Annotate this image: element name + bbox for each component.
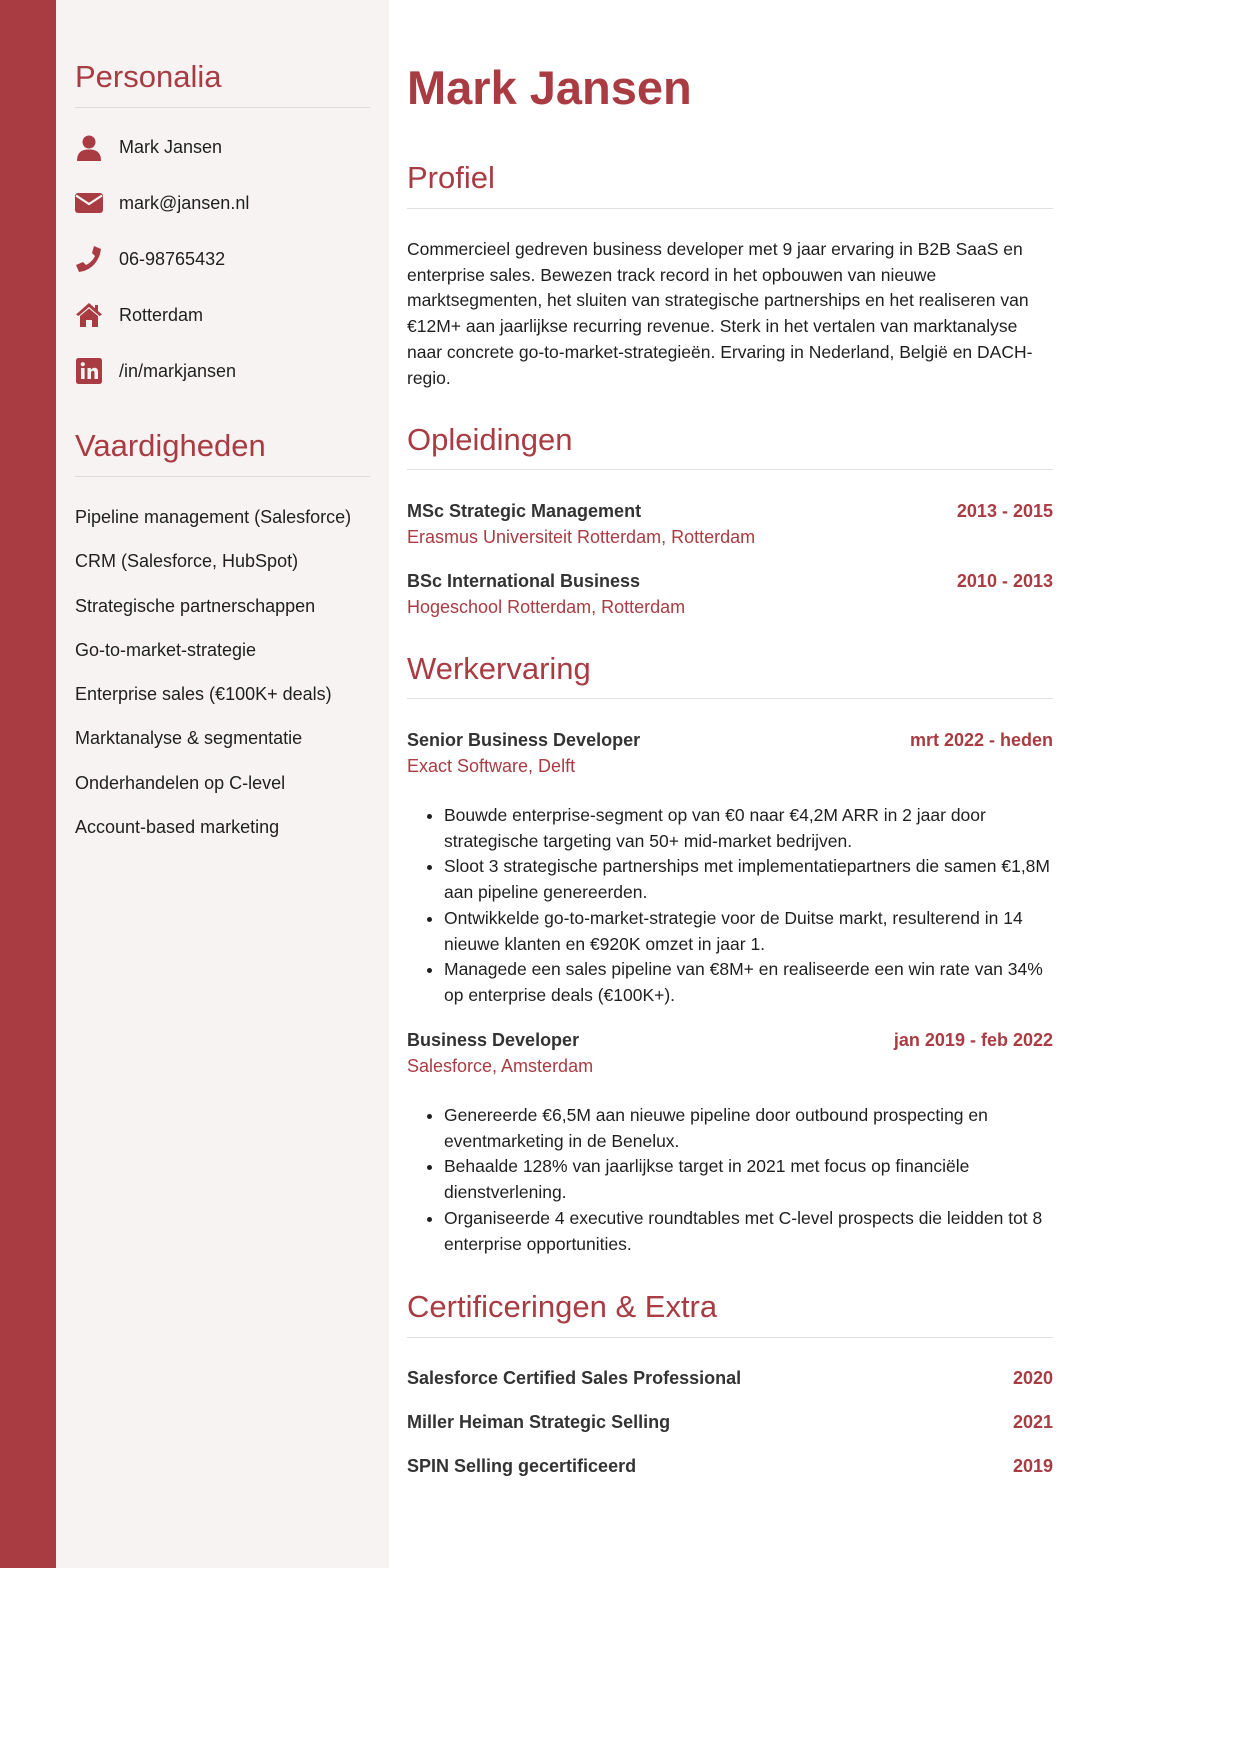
education-divider (407, 469, 1053, 470)
accent-bar (0, 0, 56, 1568)
certification-title: SPIN Selling gecertificeerd (407, 1456, 637, 1476)
job-bullet: • Genereerde €6,5M aan nieuwe pipeline door outbound prospecting en eventmarketing in de Benelux. (444, 1103, 1053, 1154)
job-company: Salesforce, Amsterdam (407, 1056, 594, 1076)
envelope-icon (75, 189, 103, 217)
contact-name (75, 129, 370, 165)
certification-title: Miller Heiman Strategic Selling (407, 1412, 671, 1432)
certification-year: 2020 (1012, 1368, 1053, 1388)
job-bullet: • Behaalde 128% van jaarlijkse target in 2021 met focus op financiële dienstverlening. (444, 1154, 1053, 1205)
job-bullets (407, 803, 1053, 1009)
job-bullet: • Organiseerde 4 executive roundtables met C-level prospects die leidden tot 8 enterprise opportunities. (444, 1206, 1053, 1257)
phone-icon (75, 245, 103, 273)
skill-item: Pipeline management (Salesforce) (75, 507, 352, 527)
skill-item: Marktanalyse & segmentatie (75, 728, 303, 748)
job-date: mrt 2022 - heden (909, 730, 1053, 750)
experience-divider (407, 698, 1053, 699)
job-title: Business Developer (407, 1030, 580, 1050)
candidate-name: Mark Jansen (407, 61, 692, 114)
job-bullet: • Sloot 3 strategische partnerships met implementatiepartners die samen €1,8M aan pipeline genereerden. (444, 854, 1053, 905)
certifications-divider (407, 1337, 1053, 1338)
certifications-heading: Certificeringen & Extra (407, 1289, 718, 1324)
personalia-divider (75, 107, 370, 108)
skill-item: Strategische partnerschappen (75, 596, 316, 616)
certification-year: 2019 (1012, 1456, 1053, 1476)
job-bullet: • Managede een sales pipeline van €8M+ en realiseerde een win rate van 34% op enterprise deals (€100K+). (444, 957, 1053, 1008)
job-date: jan 2019 - feb 2022 (893, 1030, 1053, 1050)
contact-email-text: mark@jansen.nl (119, 192, 250, 213)
certification-year: 2021 (1012, 1412, 1053, 1432)
education-date: 2013 - 2015 (956, 501, 1053, 521)
education-title: MSc Strategic Management (407, 501, 642, 521)
contact-linkedin[interactable] (75, 353, 370, 389)
contact-linkedin-text: /in/markjansen (119, 360, 237, 381)
contact-phone-text: 06-98765432 (119, 248, 226, 269)
skills-divider (75, 476, 370, 477)
contact-email[interactable] (75, 185, 370, 221)
job-bullet: • Bouwde enterprise-segment op van €0 naar €4,2M ARR in 2 jaar door strategische targeting van 50+ mid-market bedrijven. (444, 803, 1053, 854)
sidebar (56, 0, 389, 1568)
profile-heading: Profiel (407, 160, 495, 195)
profile-text: Commercieel gedreven business developer met 9 jaar ervaring in B2B SaaS en enterprise sales. Bewezen track record in het opbouwen van nieuwe marktsegmenten, het sluiten van strategische partnerships en het realiseren van €12M+ aan jaarlijkse recurring revenue. Sterk in het vertalen van marktanalyse naar concrete go-to-market-strategieën. Ervaring in Nederland, België en DACH-regio. (407, 239, 1033, 388)
personalia-heading: Personalia (75, 59, 222, 94)
experience-heading: Werkervaring (407, 651, 591, 686)
job-bullets (407, 1103, 1053, 1257)
skill-item: Enterprise sales (€100K+ deals) (75, 684, 332, 704)
certification-title: Salesforce Certified Sales Professional (407, 1368, 742, 1388)
education-title: BSc International Business (407, 571, 641, 591)
home-icon (75, 301, 103, 329)
contact-name-text: Mark Jansen (119, 136, 223, 157)
contact-phone[interactable] (75, 241, 370, 277)
education-date: 2010 - 2013 (956, 571, 1053, 591)
job-bullet: • Ontwikkelde go-to-market-strategie voor de Duitse markt, resulterend in 14 nieuwe klanten en €920K omzet in jaar 1. (444, 906, 1053, 957)
skill-item: CRM (Salesforce, HubSpot) (75, 551, 299, 571)
skills-heading: Vaardigheden (75, 428, 266, 463)
contact-location-text: Rotterdam (119, 304, 204, 325)
job-company: Exact Software, Delft (407, 756, 576, 776)
education-institution: Erasmus Universiteit Rotterdam, Rotterdam (407, 527, 756, 547)
user-icon (75, 133, 103, 161)
skill-item: Onderhandelen op C-level (75, 773, 286, 793)
contact-location (75, 297, 370, 333)
linkedin-icon (75, 357, 103, 385)
job-title: Senior Business Developer (407, 730, 641, 750)
skill-item: Account-based marketing (75, 817, 280, 837)
education-institution: Hogeschool Rotterdam, Rotterdam (407, 597, 686, 617)
education-heading: Opleidingen (407, 422, 573, 457)
skill-item: Go-to-market-strategie (75, 640, 257, 660)
profile-divider (407, 208, 1053, 209)
